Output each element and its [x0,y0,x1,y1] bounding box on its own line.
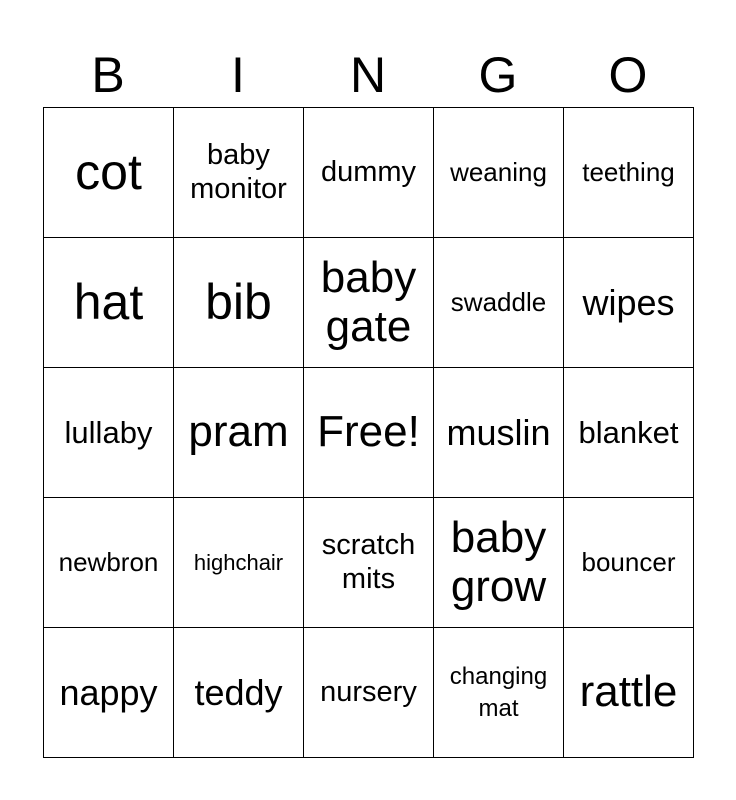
bingo-cell[interactable]: nursery [304,628,434,758]
bingo-cell[interactable]: wipes [564,238,694,368]
bingo-cell[interactable]: teething [564,108,694,238]
bingo-cell[interactable]: newbron [44,498,174,628]
bingo-cell[interactable]: scratch mits [304,498,434,628]
bingo-cell[interactable]: cot [44,108,174,238]
bingo-cell[interactable]: baby monitor [174,108,304,238]
bingo-cell[interactable]: hat [44,238,174,368]
bingo-cell[interactable]: blanket [564,368,694,498]
free-space-cell[interactable]: Free! [304,368,434,498]
bingo-cell[interactable]: highchair [174,498,304,628]
bingo-cell[interactable]: muslin [434,368,564,498]
bingo-cell[interactable]: nappy [44,628,174,758]
header-letter-g: G [478,47,518,103]
bingo-cell[interactable]: pram [174,368,304,498]
bingo-cell[interactable]: dummy [304,108,434,238]
header-letter-b: B [91,47,125,103]
bingo-cell[interactable]: lullaby [44,368,174,498]
bingo-cell[interactable]: baby grow [434,498,564,628]
header-letter-i: I [231,47,245,103]
header-letter-n: N [349,47,387,103]
bingo-cell[interactable]: bouncer [564,498,694,628]
bingo-cell[interactable]: changing mat [434,628,564,758]
bingo-cell[interactable]: bib [174,238,304,368]
bingo-cell[interactable]: swaddle [434,238,564,368]
bingo-cell[interactable]: teddy [174,628,304,758]
header-letter-o: O [608,47,648,103]
bingo-board [43,107,694,758]
bingo-cell[interactable]: weaning [434,108,564,238]
bingo-cell[interactable]: baby gate [304,238,434,368]
bingo-header [43,44,693,106]
bingo-cell[interactable]: rattle [564,628,694,758]
